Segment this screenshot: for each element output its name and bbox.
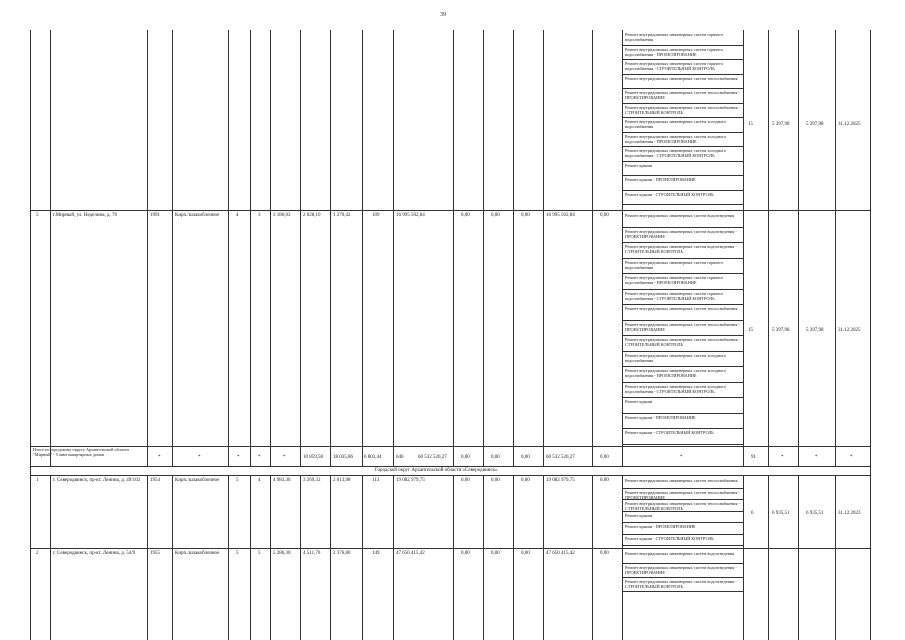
work-item-divider — [622, 351, 743, 352]
work-item: Ремонт крыши - СТРОИТЕЛЬНЫЙ КОНТРОЛЬ — [625, 191, 714, 197]
work-item: Ремонт крыши — [625, 399, 653, 404]
total-c1: 0,00 — [461, 455, 470, 460]
row-num: 2 — [36, 551, 39, 556]
residents: 113 — [372, 478, 380, 483]
total-label: Итого по городскому округу Архангельской области "Мирный" - 5 многоквартирных домов — [33, 447, 129, 457]
cost-total: 16 995 502,84 — [396, 213, 425, 218]
cost-total: 47 650 415,42 — [396, 551, 425, 556]
cost-c2: 0,00 — [491, 551, 500, 556]
work-item: Ремонт внутридомовых инженерных систем водоотведения - СТРОИТЕЛЬНЫЙ КОНТРОЛЬ — [625, 579, 737, 589]
work-item: Ремонт внутридомовых инженерных систем водоотведения - ПРОЕКТИРОВАНИЕ — [625, 565, 737, 575]
work-item-divider — [622, 146, 743, 147]
work-item-divider — [622, 366, 743, 367]
work-item: Ремонт внутридомовых инженерных систем водоотведения — [625, 551, 735, 556]
count: 6 — [751, 511, 754, 516]
top-unit-cost-2: 5 397,98 — [806, 122, 824, 127]
work-item: Ремонт крыши — [625, 512, 653, 518]
work-item-divider — [622, 563, 743, 564]
residents: 109 — [372, 213, 380, 218]
area-living: 2 028,10 — [303, 213, 321, 218]
work-item: Ремонт внутридомовых инженерных систем теплоснабжения — [625, 75, 738, 81]
work-item: Ремонт внутридомовых инженерных систем водоотведения — [625, 213, 735, 218]
area-total: 4 983,30 — [273, 478, 291, 483]
work-item: Ремонт внутридомовых инженерных систем теплоснабжения - ПРОЕКТИРОВАНИЕ — [625, 321, 740, 332]
top-unit-cost-1: 5 397,98 — [772, 122, 790, 127]
total-area-total: 10 859,58 — [303, 455, 323, 460]
work-item-divider — [622, 488, 743, 489]
total-c2: 0,00 — [491, 455, 500, 460]
work-item-divider — [622, 511, 743, 512]
total-d2: * — [198, 455, 201, 460]
work-item: Ремонт крыши — [625, 162, 653, 168]
work-item: Ремонт внутридомовых инженерных систем теплоснабжения - СТРОИТЕЛЬНЫЙ КОНТРОЛЬ — [625, 501, 740, 511]
area-nonliving: 2 013,98 — [333, 478, 351, 483]
unit-cost-2: 6 935,51 — [806, 511, 824, 516]
total-star: * — [680, 455, 683, 460]
total-d1: * — [158, 455, 161, 460]
cost-c3: 0,00 — [521, 213, 530, 218]
work-item-divider — [622, 289, 743, 290]
cost-c5: 0,00 — [600, 478, 609, 483]
work-item-divider — [622, 577, 743, 578]
work-item-divider — [622, 522, 743, 523]
work-item: Ремонт внутридомовых инженерных систем водоотведения - ПРОЕКТИРОВАНИЕ — [625, 228, 737, 239]
floors: 5 — [236, 551, 239, 556]
area-total: 5 286,30 — [273, 551, 291, 556]
work-item-divider — [622, 534, 743, 535]
row-num: 5 — [36, 213, 39, 218]
total-cost-fund: 60 532 520,27 — [546, 455, 575, 460]
page-number: 39 — [440, 12, 446, 18]
total-d3: * — [237, 455, 240, 460]
year: 1991 — [150, 213, 160, 218]
total-s1: * — [781, 455, 784, 460]
cost-fund: 19 082 979,75 — [546, 478, 575, 483]
entrances: 3 — [258, 213, 261, 218]
total-s2: * — [815, 455, 818, 460]
cost-c1: 0,00 — [461, 551, 470, 556]
work-item: Ремонт внутридомовых инженерных систем горячего водоснабжения - ПРОЕКТИРОВАНИЕ — [625, 46, 724, 57]
work-item-divider — [622, 304, 743, 305]
work-item: Ремонт внутридомовых инженерных систем теплоснабжения — [625, 478, 738, 483]
address: г.Мирный, ул. Неделина, д. 70 — [53, 213, 117, 218]
row-num: 1 — [36, 478, 39, 483]
total-cost-total: 60 532 520,27 — [418, 455, 447, 460]
total-count: 91 — [751, 455, 756, 460]
deadline: 31.12.2025 — [838, 328, 861, 333]
work-item-divider — [622, 204, 743, 205]
material: Кирп./шлакоблочное — [175, 213, 220, 218]
cost-fund: 47 650 415,42 — [546, 551, 575, 556]
cost-c2: 0,00 — [491, 478, 500, 483]
entrances: 4 — [258, 478, 261, 483]
work-item-divider — [622, 428, 743, 429]
year: 1955 — [150, 551, 160, 556]
work-item: Ремонт внутридомовых инженерных систем холодного водоснабжения — [625, 352, 727, 363]
work-item-divider — [622, 242, 743, 243]
cost-c5: 0,00 — [600, 551, 609, 556]
work-item-divider — [622, 132, 743, 133]
year: 1954 — [150, 478, 160, 483]
unit-cost-1: 5 397,98 — [772, 328, 790, 333]
work-item: Ремонт внутридомовых инженерных систем холодного водоснабжения - СТРОИТЕЛЬНЫЙ КОНТРОЛЬ — [625, 383, 727, 394]
deadline: 31.12.2023 — [838, 511, 861, 516]
cost-total: 19 082 979,75 — [396, 478, 425, 483]
work-item: Ремонт внутридомовых инженерных систем водоотведения - СТРОИТЕЛЬНЫЙ КОНТРОЛЬ — [625, 244, 737, 254]
work-item: Ремонт внутридомовых инженерных систем теплоснабжения - ПРОЕКТИРОВАНИЕ — [625, 90, 740, 100]
work-item-divider — [622, 499, 743, 500]
work-item: Ремонт крыши - ПРОЕКТИРОВАНИЕ — [625, 177, 696, 182]
area-living: 4 511,70 — [303, 551, 321, 556]
cost-c1: 0,00 — [461, 478, 470, 483]
work-item: Ремонт крыши - СТРОИТЕЛЬНЫЙ КОНТРОЛЬ — [625, 535, 714, 541]
area-nonliving: 2 376,80 — [333, 551, 351, 556]
work-item-divider — [622, 258, 743, 259]
work-item-divider — [622, 444, 743, 445]
work-item: Ремонт внутридомовых инженерных систем горячего водоснабжения — [625, 259, 724, 270]
total-c5: 0,00 — [600, 455, 609, 460]
area-nonliving: 1 270,42 — [333, 213, 351, 218]
work-item: Ремонт внутридомовых инженерных систем горячего водоснабжения - СТРОИТЕЛЬНЫЙ КОНТРОЛЬ — [625, 290, 724, 301]
total-area-living: 18 035,86 — [333, 455, 353, 460]
work-item: Ремонт внутридомовых инженерных систем холодного водоснабжения - СТРОИТЕЛЬНЫЙ КОНТРОЛЬ — [625, 148, 727, 158]
cost-c2: 0,00 — [491, 213, 500, 218]
work-item-divider — [622, 397, 743, 398]
address: г. Северодвинск, пр-кт. Ленина, д. 54/9 — [53, 551, 136, 556]
material: Кирп./шлакоблочное — [175, 478, 220, 483]
work-item: Ремонт крыши - СТРОИТЕЛЬНЫЙ КОНТРОЛЬ — [625, 430, 714, 435]
floors: 4 — [236, 213, 239, 218]
work-item-divider — [622, 117, 743, 118]
address: г. Северодвинск, пр-кт. Ленина, д. 49/102 — [53, 478, 141, 483]
cost-c1: 0,00 — [461, 213, 470, 218]
unit-cost-1: 6 935,51 — [772, 511, 790, 516]
count: 15 — [748, 328, 753, 333]
work-item-divider — [622, 545, 743, 546]
work-item: Ремонт внутридомовых инженерных систем теплоснабжения — [625, 306, 738, 311]
work-item-divider — [622, 74, 743, 75]
work-item-divider — [622, 45, 743, 46]
total-s3: * — [850, 455, 853, 460]
work-item: Ремонт крыши - ПРОЕКТИРОВАНИЕ — [625, 414, 696, 420]
work-item: Ремонт внутридомовых инженерных систем горячего водоснабжения - ПРОЕКТИРОВАНИЕ — [625, 275, 724, 285]
section-header: Городской округ Архангельской области «Северодвинск» — [375, 468, 498, 473]
floors: 5 — [236, 478, 239, 483]
work-item-divider — [622, 591, 743, 592]
top-count: 15 — [748, 122, 753, 127]
cost-c3: 0,00 — [521, 551, 530, 556]
work-item-divider — [622, 335, 743, 336]
total-d4: * — [258, 455, 261, 460]
work-item-divider — [622, 88, 743, 89]
total-d5: * — [283, 455, 286, 460]
work-item: Ремонт внутридомовых инженерных систем горячего водоснабжения - СТРОИТЕЛЬНЫЙ КОНТРОЛЬ — [625, 61, 724, 71]
material: Кирп./шлакоблочное — [175, 551, 220, 556]
work-item-divider — [622, 382, 743, 383]
work-item-divider — [622, 227, 743, 228]
cost-fund: 16 995 502,84 — [546, 213, 575, 218]
work-item-divider — [622, 175, 743, 176]
work-item-divider — [622, 413, 743, 414]
work-item-divider — [622, 103, 743, 104]
work-item: Ремонт внутридомовых инженерных систем холодного водоснабжения — [625, 119, 727, 129]
cost-c3: 0,00 — [521, 478, 530, 483]
area-living: 3 269,32 — [303, 478, 321, 483]
work-item: Ремонт внутридомовых инженерных систем теплоснабжения - ПРОЕКТИРОВАНИЕ — [625, 489, 740, 500]
residents: 149 — [372, 551, 380, 556]
work-item-divider — [622, 320, 743, 321]
area-total: 3 186,03 — [273, 213, 291, 218]
work-item-divider — [622, 273, 743, 274]
total-c3: 0,00 — [521, 455, 530, 460]
work-item-divider — [622, 161, 743, 162]
unit-cost-2: 5 397,98 — [806, 328, 824, 333]
work-item: Ремонт внутридомовых инженерных систем холодного водоснабжения - ПРОЕКТИРОВАНИЕ — [625, 368, 727, 378]
total-area-nonliving: 6 803,44 — [364, 455, 382, 460]
work-item: Ремонт внутридомовых инженерных систем холодного водоснабжения - ПРОЕКТИРОВАНИЕ — [625, 133, 727, 144]
work-item: Ремонт внутридомовых инженерных систем горячего водоснабжения — [625, 32, 724, 42]
work-item-divider — [622, 190, 743, 191]
total-residents: 646 — [396, 455, 404, 460]
work-item-divider — [622, 59, 743, 60]
cost-c5: 0,00 — [600, 213, 609, 218]
work-item: Ремонт внутридомовых инженерных систем теплоснабжения - СТРОИТЕЛЬНЫЙ КОНТРОЛЬ — [625, 337, 740, 347]
entrances: 5 — [258, 551, 261, 556]
work-item: Ремонт крыши - ПРОЕКТИРОВАНИЕ — [625, 524, 696, 529]
top-date: 31.12.2025 — [838, 122, 861, 127]
work-item: Ремонт внутридомовых инженерных систем теплоснабжения - СТРОИТЕЛЬНЫЙ КОНТРОЛЬ — [625, 104, 740, 115]
